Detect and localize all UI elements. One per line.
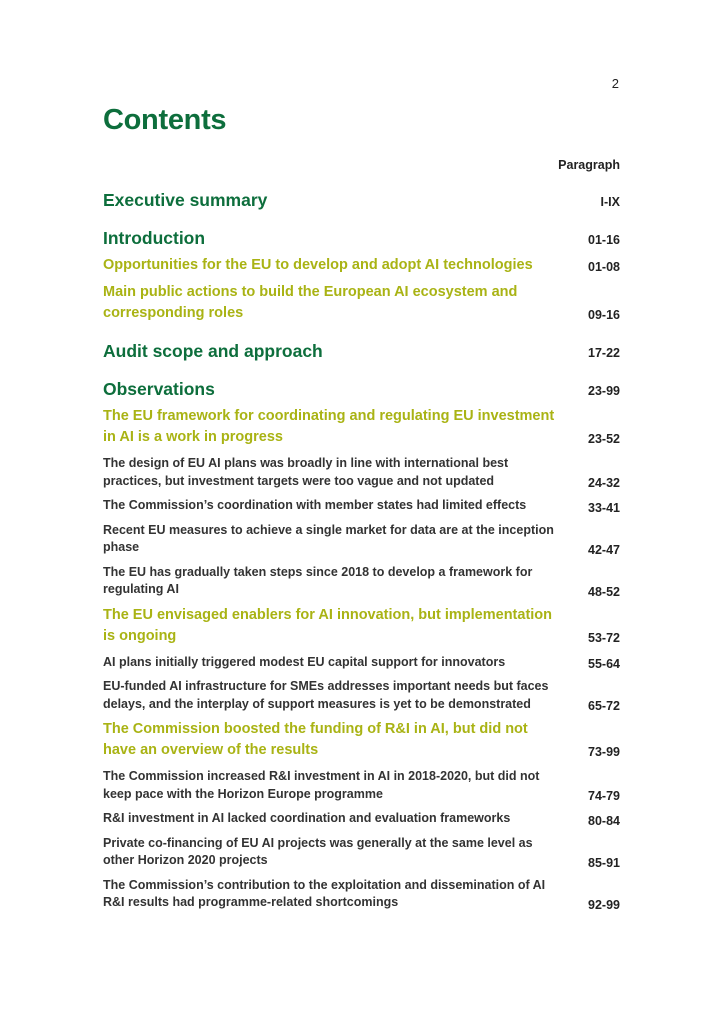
toc-entry-paragraph-range: 55-64 [588,657,620,671]
toc-entry-paragraph-range: 73-99 [588,745,620,759]
toc-entry-paragraph-range: 92-99 [588,897,620,912]
toc-entry-paragraph-range: 65-72 [588,699,620,713]
toc-entry-paragraph-range: 85-91 [588,855,620,870]
page-title: Contents [103,104,227,136]
toc-section-entry[interactable] [103,190,620,211]
toc-item-entry[interactable] [103,877,620,912]
toc-entry-paragraph-range: 23-52 [588,432,620,446]
toc-entry-title: The Commission’s contribution to the exploitation and dissemination of AI R&I results had programme-related shortcomings [103,877,546,909]
toc-section-entry[interactable] [103,379,620,400]
toc-entry-title: Main public actions to build the European AI ecosystem and corresponding roles [103,284,518,321]
toc-entry-paragraph-range: 23-99 [588,384,620,398]
toc-section-entry[interactable] [103,341,620,362]
toc-subsection-entry[interactable] [103,255,620,276]
toc-item-entry[interactable] [103,835,620,870]
toc-entry-title: The Commission’s coordination with member states had limited effects [103,498,527,512]
toc-entry-title: The EU has gradually taken steps since 2018 to develop a framework for regulating AI [103,564,533,596]
toc-entry-paragraph-range: I-IX [600,195,620,209]
paragraph-column-header: Paragraph [558,158,620,172]
toc-entry-paragraph-range: 17-22 [588,346,620,360]
toc-subsection-entry[interactable] [103,406,620,448]
toc-entry-title: Recent EU measures to achieve a single market for data are at the inception phase [103,522,554,554]
toc-entry-title: The Commission increased R&I investment in AI in 2018-2020, but did not keep pace with the Horizon Europe programme [103,769,540,801]
toc-entry-title: The EU envisaged enablers for AI innovation, but implementation is ongoing [103,606,553,644]
toc-entry-paragraph-range: 80-84 [588,813,620,828]
toc-entry-title: Private co-financing of EU AI projects was generally at the same level as other Horizon 2020 projects [103,835,533,867]
toc-entry-paragraph-range: 01-08 [588,260,620,274]
toc-entry-title: Executive summary [103,190,268,210]
page-number: 2 [611,76,619,91]
toc-item-entry[interactable] [103,522,620,557]
toc-entry-title: Audit scope and approach [103,341,323,361]
toc-item-entry[interactable] [103,678,620,713]
toc-item-entry[interactable] [103,768,620,803]
toc-section-entry[interactable] [103,228,620,249]
toc-entry-title: Observations [103,379,215,399]
toc-entry-paragraph-range: 01-16 [588,233,620,247]
toc-subsection-entry[interactable] [103,719,620,761]
toc-entry-title: EU-funded AI infrastructure for SMEs addresses important needs but faces delays, and the interplay of support measures is yet to be demonstrated [103,679,549,711]
table-of-contents [103,190,620,912]
toc-entry-title: The EU framework for coordinating and regulating EU investment in AI is a work in progress [103,408,555,445]
toc-item-entry[interactable] [103,654,620,672]
toc-entry-title: The design of EU AI plans was broadly in line with international best practices, but investment targets were too vague and not updated [103,456,509,488]
toc-entry-title: Opportunities for the EU to develop and adopt AI technologies [103,257,533,273]
toc-entry-paragraph-range: 48-52 [588,584,620,599]
toc-entry-title: Introduction [103,228,206,248]
toc-entry-paragraph-range: 33-41 [588,500,620,515]
toc-entry-paragraph-range: 09-16 [588,308,620,322]
toc-entry-paragraph-range: 42-47 [588,542,620,557]
toc-item-entry[interactable] [103,810,620,828]
toc-entry-paragraph-range: 24-32 [588,476,620,490]
toc-entry-title: R&I investment in AI lacked coordination and evaluation frameworks [103,811,511,825]
toc-entry-title: AI plans initially triggered modest EU capital support for innovators [103,654,506,669]
toc-subsection-entry[interactable] [103,605,620,647]
toc-item-entry[interactable] [103,564,620,599]
toc-item-entry[interactable] [103,455,620,490]
toc-entry-paragraph-range: 74-79 [588,789,620,803]
toc-entry-paragraph-range: 53-72 [588,630,620,645]
toc-item-entry[interactable] [103,497,620,515]
toc-subsection-entry[interactable] [103,282,620,324]
toc-entry-title: The Commission boosted the funding of R&I in AI, but did not have an overview of the results [103,721,528,758]
